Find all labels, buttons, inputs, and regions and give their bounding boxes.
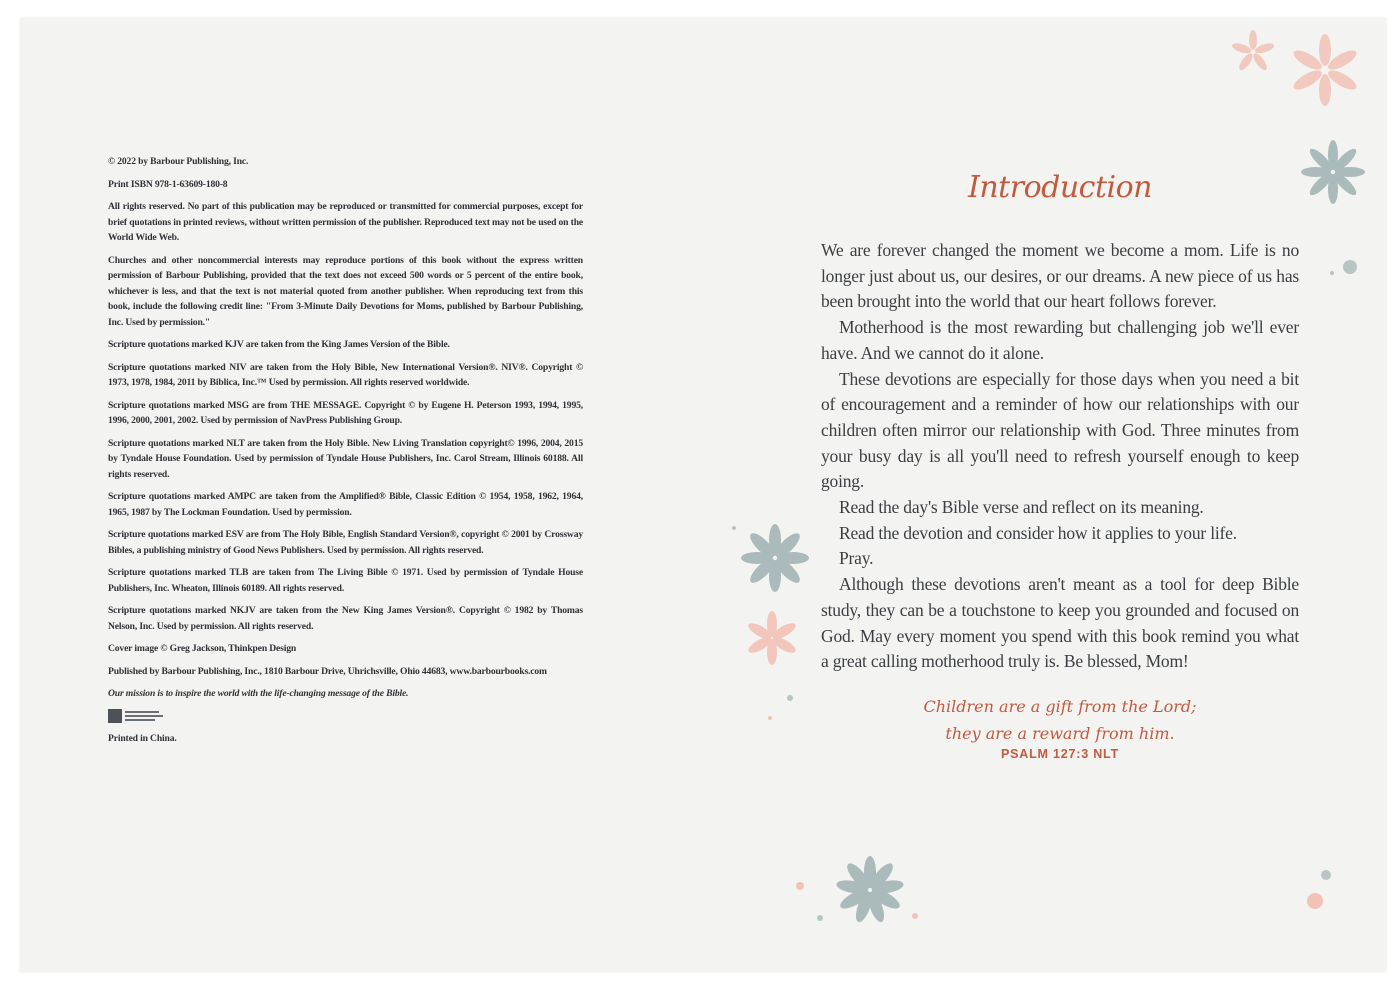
- intro-paragraph: Read the day's Bible verse and reflect on its meaning.: [839, 497, 1204, 518]
- printed-line: Printed in China.: [108, 732, 177, 744]
- intro-paragraph: Although these devotions aren't meant as a tool for deep Bible study, they can be a touchstone to keep you grounded and focused on God. May every moment you spend with this book remind you what a great calling motherhood truly is. Be blessed, Mom!: [821, 574, 1299, 672]
- flower-icon: [720, 518, 820, 748]
- verse-line: Children are a gift from the Lord;: [923, 696, 1197, 716]
- introduction-page: [821, 168, 1299, 761]
- mission-text: Our mission is to inspire the world with the life-changing message of the Bible.: [108, 688, 409, 699]
- verse-reference: PSALM 127:3 NLT: [1000, 746, 1120, 761]
- mission-line: [108, 686, 583, 702]
- flower-icon: [1225, 30, 1365, 110]
- ecpa-logo: [108, 709, 583, 723]
- intro-paragraph: Pray.: [839, 548, 874, 569]
- copyright-page: [108, 154, 583, 753]
- intro-paragraph: Read the devotion and consider how it applies to your life.: [839, 522, 1237, 543]
- intro-paragraph: These devotions are especially for those days when you need a bit of encouragement and a reminder of how our relationships with our children often mirror our relationship with God. Three minutes from your busy day is all you'll need to refresh yourself enough to keep going.: [821, 368, 1299, 492]
- nkjv-paragraph: Scripture quotations marked NKJV are taken from the New King James Version®. Copyright © 1982 by Thomas Nelson, Inc. Used by permission. All rights reserved.: [108, 605, 583, 632]
- isbn-line: Print ISBN 978-1-63609-180-8: [108, 178, 228, 190]
- dot-cluster-icon: [1320, 253, 1360, 293]
- dot-cluster-icon: [1290, 863, 1350, 923]
- esv-paragraph: Scripture quotations marked ESV are from The Holy Bible, English Standard Version®, copyright © 2001 by Crossway Bibles, a publishing ministry of Good News Publishers. Used by permission. All rights reserved.: [108, 529, 583, 556]
- book-spread: [20, 18, 1386, 972]
- logo-mark-icon: [108, 709, 122, 723]
- nlt-paragraph: Scripture quotations marked NLT are taken from the Holy Bible. New Living Translation copyright© 1996, 2004, 2015 by Tyndale House Foundation. Used by permission of Tyndale House Publishers, Inc. Carol Stream, Illinois 60188. All rights reserved.: [108, 437, 583, 480]
- publisher-line: Published by Barbour Publishing, Inc., 1810 Barbour Drive, Uhrichsville, Ohio 44683, www.barbourbooks.com: [108, 665, 547, 677]
- verse-line: they are a reward from him.: [945, 723, 1175, 743]
- scripture-verse: [821, 693, 1299, 747]
- intro-body: [821, 238, 1299, 675]
- logo-text-lines: [125, 711, 163, 721]
- intro-paragraph: Motherhood is the most rewarding but challenging job we'll ever have. And we cannot do it alone.: [821, 317, 1299, 363]
- msg-paragraph: Scripture quotations marked MSG are from THE MESSAGE. Copyright © by Eugene H. Peterson 1993, 1994, 1995, 1996, 2000, 2001, 2002. Used by permission of NavPress Publishing Group.: [108, 399, 583, 426]
- tlb-paragraph: Scripture quotations marked TLB are taken from The Living Bible © 1971. Used by permission of Tyndale House Publishers, Inc. Wheaton, Illinois 60189. All rights reserved.: [108, 567, 583, 594]
- permission-paragraph: Churches and other noncommercial interests may reproduce portions of this book without the express written permission of Barbour Publishing, provided that the text does not exceed 500 words or 5 percent of the entire book, whichever is less, and that the text is not material quoted from another publisher. When reproducing text from this book, include the following credit line: "From 3-Minute Daily Devotions for Moms, published by Barbour Publishing, Inc. Used by permission.": [108, 254, 583, 328]
- intro-paragraph: We are forever changed the moment we become a mom. Life is no longer just about us, our desires, or our dreams. A new piece of us has been brought into the world that our heart follows forever.: [821, 240, 1299, 312]
- kjv-paragraph: Scripture quotations marked KJV are taken from the King James Version of the Bible.: [108, 339, 450, 350]
- rights-paragraph: All rights reserved. No part of this publication may be reproduced or transmitted for commercial purposes, except for brief quotations in printed reviews, without written permission of the publisher. Reproduced text may not be used on the World Wide Web.: [108, 201, 583, 243]
- niv-paragraph: Scripture quotations marked NIV are taken from the Holy Bible, New International Version®. NIV®. Copyright © 1973, 1978, 1984, 2011 by Biblica, Inc.™ Used by permission. All rights reserved worldwide.: [108, 361, 583, 388]
- flower-icon: [775, 848, 935, 938]
- page-title: Introduction: [968, 170, 1152, 205]
- cover-credit: Cover image © Greg Jackson, Thinkpen Design: [108, 643, 297, 654]
- flower-icon: [1295, 130, 1371, 210]
- ampc-paragraph: Scripture quotations marked AMPC are taken from the Amplified® Bible, Classic Edition © 1954, 1958, 1962, 1964, 1965, 1987 by The Lockman Foundation. Used by permission.: [108, 491, 583, 518]
- copyright-line: © 2022 by Barbour Publishing, Inc.: [108, 156, 249, 167]
